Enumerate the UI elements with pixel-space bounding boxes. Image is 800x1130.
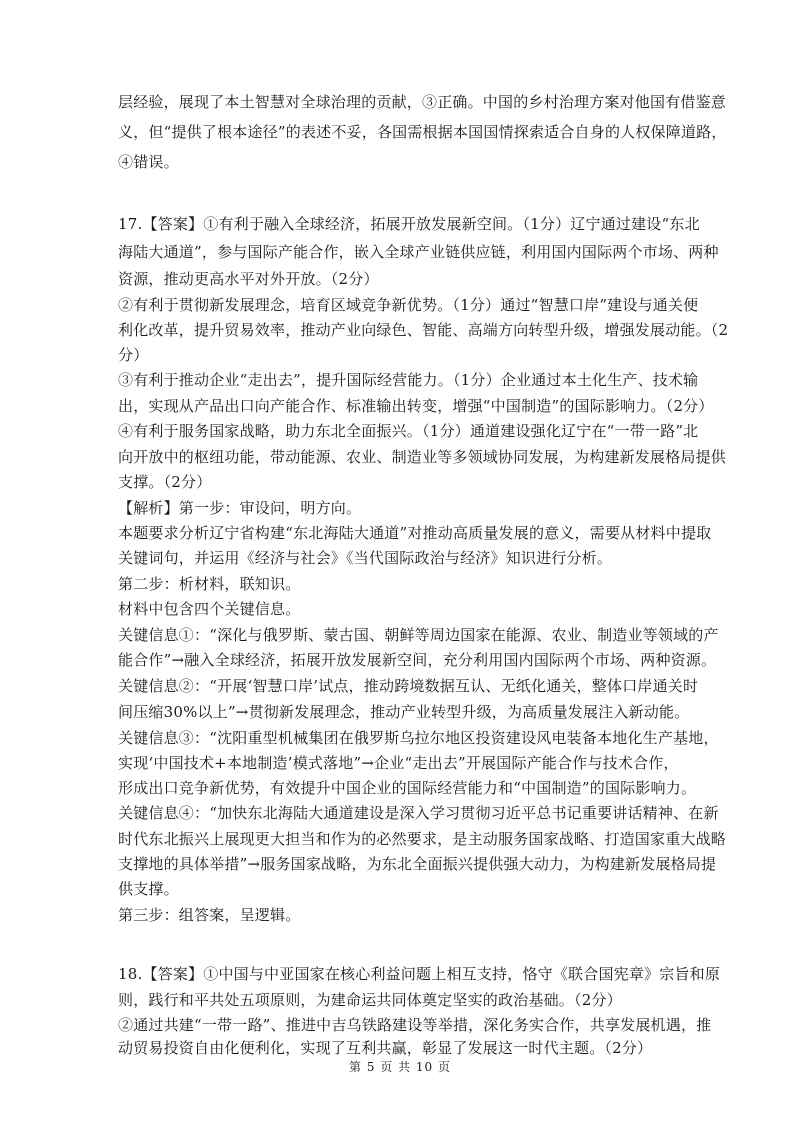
analysis-heading: 【解析】第一步：审设问，明方向。 (118, 499, 362, 517)
text-line: 海陆大通道”，参与国际产能合作，嵌入全球产业链供应链，利用国内国际两个市场、两种 (118, 243, 719, 261)
text-line: 本题要求分析辽宁省构建“东北海陆大通道”对推动高质量发展的意义，需要从材料中提取 (118, 524, 712, 542)
text-line: 资源，推动更高水平对外开放。（2分） (118, 270, 379, 288)
answer-17-line: 17.【答案】①有利于融入全球经济，拓展开放发展新空间。（1分）辽宁通过建设“东北 (118, 215, 700, 233)
page-number-footer: 第 5 页 共 10 页 (349, 1060, 451, 1074)
text-line: 形成出口竞争新优势，有效提升中国企业的国际经营能力和“中国制造”的国际影响力。 (118, 779, 697, 797)
text-line: 间压缩30%以上”→贯彻新发展理念，推动产业转型升级，为高质量发展注入新动能。 (118, 703, 690, 721)
text-line: 向开放中的枢纽功能，带动能源、农业、制造业等多领域协同发展，为构建新发展格局提供 (118, 448, 727, 466)
text-line: 供支撑。 (118, 880, 179, 898)
text-line: ④错误。 (118, 153, 179, 171)
text-line: 能合作”→融入全球经济，拓展开放发展新空间，充分利用国内国际两个市场、两种资源。 (118, 651, 717, 669)
text-line: 时代东北振兴上展现更大担当和作为的必然要求，是主动服务国家战略、打造国家重大战略 (118, 830, 727, 848)
text-line: 第三步：组答案，呈逻辑。 (118, 906, 301, 924)
text-line: ④有利于服务国家战略，助力东北全面振兴。（1分）通道建设强化辽宁在“一带一路”北 (118, 422, 699, 440)
text-line: 实现‘中国技术+本地制造’模式落地”→企业“走出去”开展国际产能合作与技术合作， (118, 754, 679, 772)
text-line: 利化改革，提升贸易效率，推动产业向绿色、智能、高端方向转型升级，增强发展动能。（2 (118, 321, 729, 339)
text-line: 分） (118, 346, 149, 364)
text-line: 第二步：析材料，联知识。 (118, 575, 301, 593)
text-line: 关键词句，并运用《经济与社会》《当代国际政治与经济》知识进行分析。 (118, 549, 613, 567)
text-line: 关键信息③：“沈阳重型机械集团在俄罗斯乌拉尔地区投资建设风电装备本地化生产基地， (118, 729, 719, 747)
text-line: 层经验，展现了本土智慧对全球治理的贡献，③正确。中国的乡村治理方案对他国有借鉴意 (118, 93, 727, 111)
text-line: 义，但“提供了根本途径”的表述不妥，各国需根据本国国情探索适合自身的人权保障道路， (118, 123, 727, 141)
text-line: ②有利于贯彻新发展理念，培育区域竞争新优势。（1分）通过“智慧口岸”建设与通关便 (118, 296, 699, 314)
text-line: 出，实现从产品出口向产能合作、标准输出转变，增强“中国制造”的国际影响力。（2分） (118, 397, 714, 415)
text-line: 关键信息④：“加快东北海陆大通道建设是深入学习贯彻习近平总书记重要讲话精神、在新 (118, 804, 719, 822)
text-line: ③有利于推动企业“走出去”，提升国际经营能力。（1分）企业通过本土化生产、技术输 (118, 371, 699, 389)
text-line: 支撑。（2分） (118, 473, 212, 491)
text-line: 动贸易投资自由化便利化，实现了互利共赢，彰显了发展这一时代主题。（2分） (118, 1039, 653, 1057)
text-line: 关键信息①：“深化与俄罗斯、蒙古国、朝鲜等周边国家在能源、农业、制造业等领域的产 (118, 626, 719, 644)
text-line: 则，践行和平共处五项原则，为建命运共同体奠定坚实的政治基础。（2分） (118, 991, 622, 1009)
text-line: 关键信息②：“开展‘智慧口岸’试点，推动跨境数据互认、无纸化通关，整体口岸通关时 (118, 677, 699, 695)
text-line: 支撑地的具体举措”→服务国家战略，为东北全面振兴提供强大动力，为构建新发展格局提 (118, 855, 717, 873)
text-line: ②通过共建“一带一路”、推进中吉乌铁路建设等举措，深化务实合作，共享发展机遇，推 (118, 1016, 712, 1034)
text-line: 材料中包含四个关键信息。 (118, 600, 301, 618)
answer-18-line: 18.【答案】①中国与中亚国家在核心利益问题上相互支持，恪守《联合国宪章》宗旨和原 (118, 965, 721, 983)
